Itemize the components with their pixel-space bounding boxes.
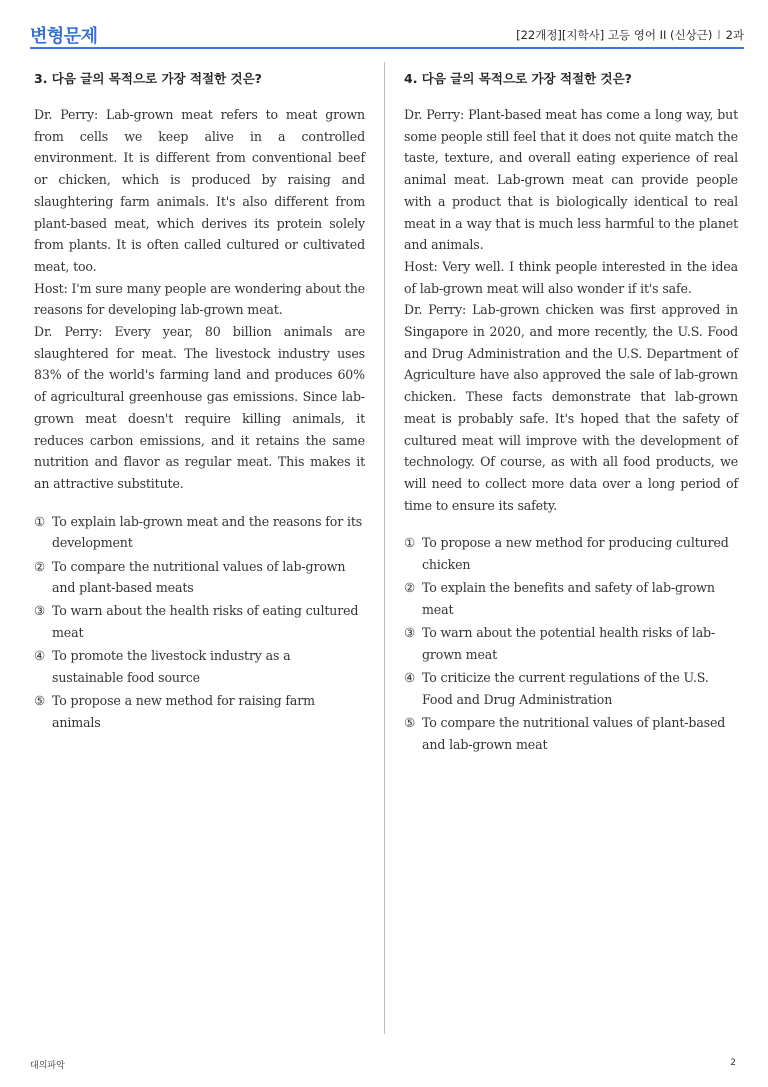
answer-choice-4[interactable]	[34, 645, 365, 688]
header-separator: l	[717, 28, 721, 42]
choice-number: ①	[404, 535, 416, 551]
passage-paragraph: Dr. Perry: Lab-grown chicken was first approved in Singapore in 2020, and more recently, the U.S. Food and Drug Administration and the U.S. Department of Agriculture have also approved the sale of lab-grown chicken. These facts demonstrate that lab-grown meat is probably safe. It's hoped that the safety of cultured meat will improve with the development of technology. Of course, as with all food products, we will need to collect more data over a long period of time to ensure its safety.	[404, 302, 738, 513]
choice-number: ②	[404, 580, 416, 596]
column-divider	[384, 62, 385, 1034]
page-header	[30, 20, 744, 48]
choice-text: To compare the nutritional values of lab-grown and plant-based meats	[52, 558, 346, 596]
passage-paragraph: Dr. Perry: Plant-based meat has come a long way, but some people still feel that it does not quite match the taste, texture, and overall eating experience of real animal meat. Lab-grown meat can provide people with a product that is biologically identical to real meat in a way that is much less harmful to the planet and animals.	[404, 107, 738, 253]
choice-number: ④	[404, 670, 416, 686]
answer-choice-3[interactable]	[404, 622, 738, 665]
header-course-info	[516, 27, 744, 43]
answer-choices	[34, 511, 365, 734]
choice-number: ③	[34, 603, 46, 619]
answer-choice-5[interactable]	[404, 712, 738, 755]
question-title: 3. 다음 글의 목적으로 가장 적절한 것은?	[34, 71, 262, 86]
choice-number: ⑤	[34, 693, 46, 709]
passage	[404, 104, 738, 516]
choice-number: ①	[34, 513, 46, 529]
choice-number: ④	[34, 648, 46, 664]
choice-number: ③	[404, 625, 416, 641]
choice-text: To promote the livestock industry as a sustainable food source	[52, 648, 291, 686]
answer-choice-1[interactable]	[404, 532, 738, 575]
passage-paragraph: Dr. Perry: Lab-grown meat refers to meat grown from cells we keep alive in a controlled environment. It is different from conventional beef or chicken, which is produced by raising and slaughtering farm animals. It's also different from plant-based meat, which derives its protein solely from plants. It is often called cultured or cultivated meat, too.	[34, 107, 365, 274]
header-title: 변형문제	[30, 26, 98, 47]
choice-text: To explain lab-grown meat and the reasons for its development	[52, 513, 363, 551]
answer-choice-1[interactable]	[34, 511, 365, 554]
answer-choice-4[interactable]	[404, 667, 738, 710]
lesson-label: 2과	[725, 28, 744, 42]
answer-choices	[404, 532, 738, 755]
answer-choice-5[interactable]	[34, 690, 365, 733]
passage-paragraph: Host: I'm sure many people are wondering about the reasons for developing lab-grown meat.	[34, 280, 365, 318]
answer-choice-2[interactable]	[34, 556, 365, 599]
question-4	[404, 70, 738, 757]
choice-number: ②	[34, 558, 46, 574]
choice-text: To criticize the current regulations of the U.S. Food and Drug Administration	[422, 670, 709, 707]
choice-text: To propose a new method for producing cultured chicken	[422, 535, 729, 573]
question-3	[34, 70, 365, 735]
answer-choice-3[interactable]	[34, 600, 365, 643]
choice-text: To warn about the health risks of eating cultured meat	[52, 603, 359, 641]
choice-text: To propose a new method for raising farm animals	[52, 693, 315, 730]
passage	[34, 104, 365, 495]
question-title: 4. 다음 글의 목적으로 가장 적절한 것은?	[404, 71, 632, 86]
choice-text: To compare the nutritional values of plant-based and lab-grown meat	[422, 714, 726, 752]
choice-text: To warn about the potential health risks of lab-grown meat	[422, 625, 716, 662]
course-name: [22개정][지학사] 고등 영어 II (신상근)	[516, 28, 713, 42]
choice-text: To explain the benefits and safety of lab-grown meat	[422, 580, 715, 617]
header-rule	[30, 47, 744, 49]
passage-paragraph: Dr. Perry: Every year, 80 billion animals are slaughtered for meat. The livestock industry uses 83% of the world's farming land and produces 60% of agricultural greenhouse gas emissions. Since lab-grown meat doesn't require killing animals, it reduces carbon emissions, and it retains the same nutrition and flavor as regular meat. This makes it an attractive substitute.	[34, 324, 365, 491]
passage-paragraph: Host: Very well. I think people interested in the idea of lab-grown meat will also wonder if it's safe.	[404, 258, 738, 296]
footer-publisher: 대의파악	[30, 1061, 65, 1071]
choice-number: ⑤	[404, 714, 416, 730]
page-number: 2	[730, 1058, 736, 1068]
answer-choice-2[interactable]	[404, 577, 738, 620]
